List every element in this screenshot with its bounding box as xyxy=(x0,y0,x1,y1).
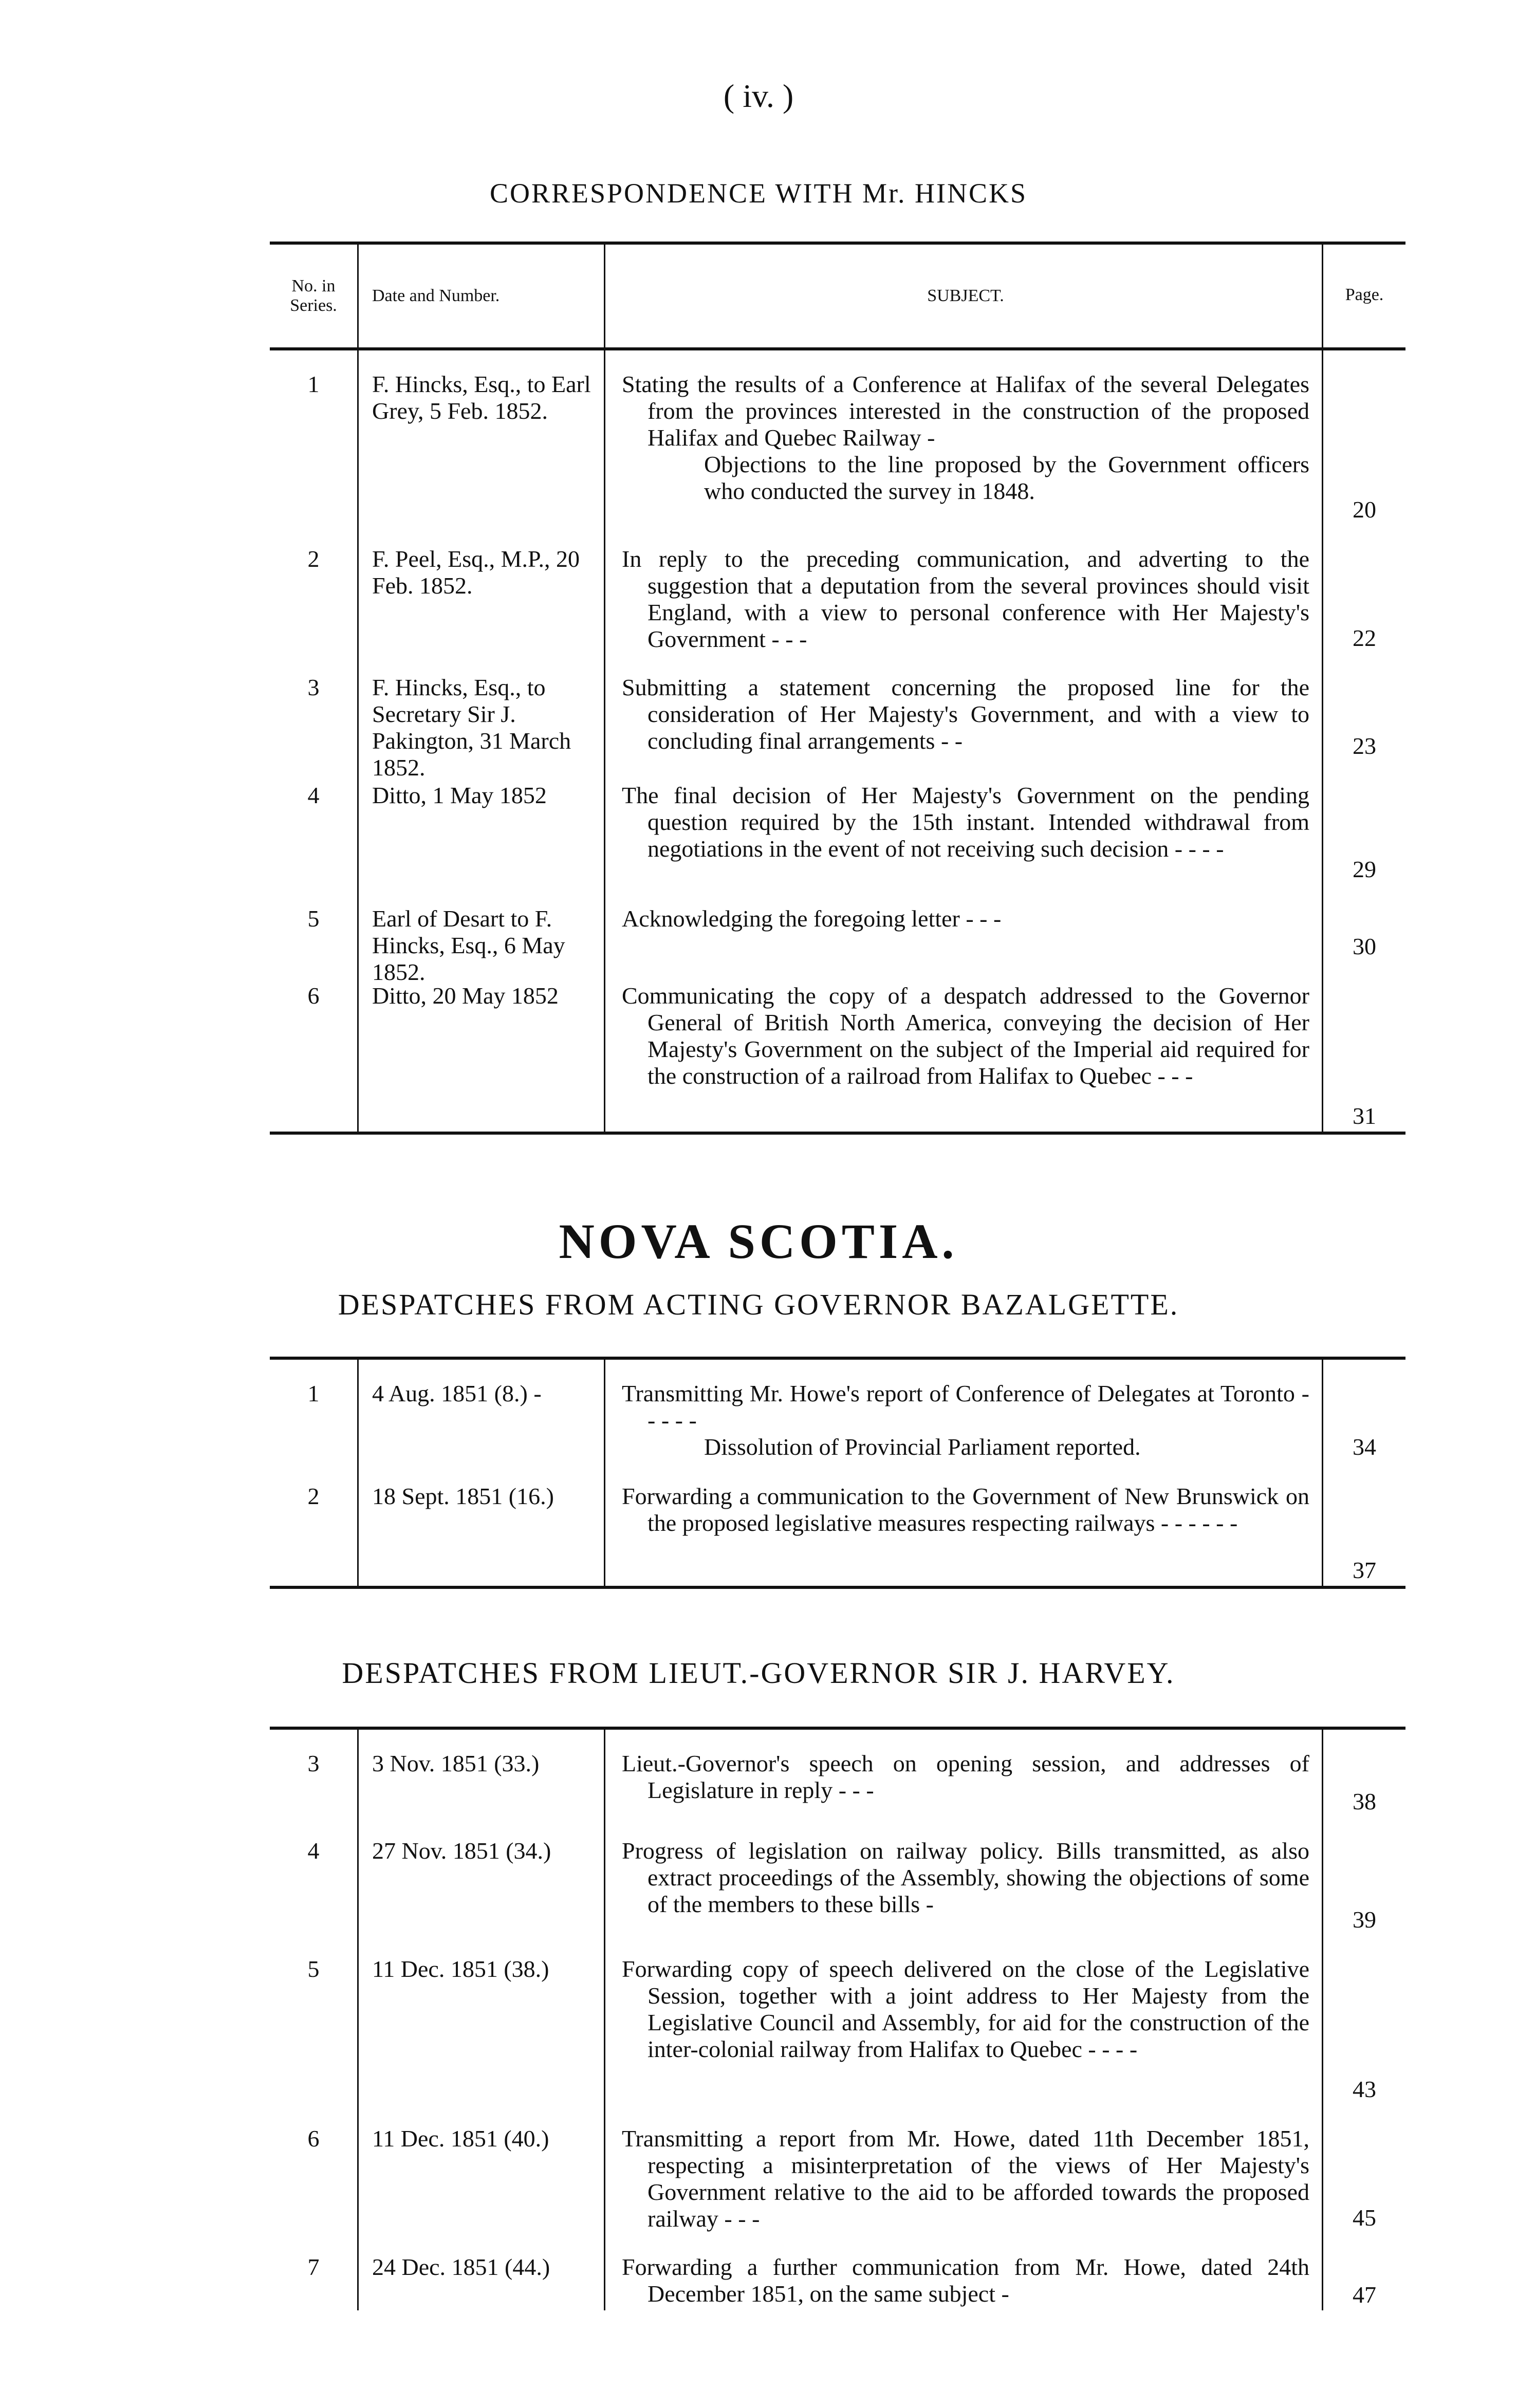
row-date: 24 Dec. 1851 (44.) xyxy=(357,2233,604,2310)
row-number: 6 xyxy=(307,983,320,1009)
row-date: 11 Dec. 1851 (38.) xyxy=(357,1935,604,2105)
table-row xyxy=(270,885,1405,985)
table-row xyxy=(270,1462,1405,1586)
row-number: 1 xyxy=(307,1380,320,1406)
table-row xyxy=(270,962,1405,1132)
row-subject xyxy=(604,525,1323,654)
row-date: F. Hincks, Esq., to Secretary Sir J. Pakington, 31 March 1852. xyxy=(357,654,604,762)
row-page: 39 xyxy=(1353,1906,1376,1933)
row-date: Ditto, 1 May 1852 xyxy=(357,762,604,885)
row-number: 4 xyxy=(307,782,320,808)
row-page: 47 xyxy=(1353,2282,1376,2308)
table-row xyxy=(270,1817,1405,1935)
row-page: 23 xyxy=(1353,733,1376,759)
row-number: 1 xyxy=(307,371,320,397)
row-subject-note: Objections to the line proposed by the Government officers who conducted the survey in 1848. xyxy=(704,451,1309,504)
row-page: 20 xyxy=(1353,496,1376,523)
row-subject-text: Forwarding a communication to the Government of New Brunswick on the proposed legislative measures respecting railways - - - - - - xyxy=(622,1483,1309,1536)
row-number: 3 xyxy=(307,1750,320,1776)
row-number: 7 xyxy=(307,2254,320,2280)
row-number: 4 xyxy=(307,1838,320,1864)
row-date: F. Hincks, Esq., to Earl Grey, 5 Feb. 1852. xyxy=(357,350,604,525)
row-subject-text: Communicating the copy of a despatch addressed to the Governor General of British North America, conveying the decision of Her Majesty's Government on the subject of the Imperial aid required for the construction of a railroad from Halifax to Quebec - - - xyxy=(622,983,1309,1089)
row-subject-text: Acknowledging the foregoing letter - - - xyxy=(622,905,1002,932)
province-title: NOVA SCOTIA. xyxy=(559,1214,958,1269)
header-page: Page. xyxy=(1345,285,1384,304)
row-date: F. Peel, Esq., M.P., 20 Feb. 1852. xyxy=(357,525,604,654)
header-no-in-series: No. in Series. xyxy=(290,276,337,315)
row-subject xyxy=(604,762,1323,885)
table-row xyxy=(270,2233,1405,2310)
row-number: 6 xyxy=(307,2125,320,2152)
row-number: 5 xyxy=(307,905,320,932)
row-subject-text: Forwarding a further communication from Mr. Howe, dated 24th December 1851, on the same subject - xyxy=(622,2254,1309,2307)
section-title-harvey: DESPATCHES FROM LIEUT.-GOVERNOR SIR J. HARVEY. xyxy=(342,1656,1175,1690)
table-row xyxy=(270,1360,1405,1462)
row-page: 31 xyxy=(1353,1103,1376,1129)
row-subject xyxy=(604,962,1323,1132)
row-date: 11 Dec. 1851 (40.) xyxy=(357,2105,604,2233)
row-subject-text: Transmitting Mr. Howe's report of Conference of Delegates at Toronto - - - - - xyxy=(622,1380,1309,1433)
row-subject-text: Progress of legislation on railway policy. Bills transmitted, as also extract proceedings of the Assembly, showing the objections of some of the members to these bills - xyxy=(622,1838,1309,1917)
row-subject-text: Submitting a statement concerning the proposed line for the consideration of Her Majesty's Government, and with a view to concluding final arrangements - - xyxy=(622,674,1309,754)
row-subject xyxy=(604,2233,1323,2310)
row-date: 18 Sept. 1851 (16.) xyxy=(357,1462,604,1586)
row-date: 27 Nov. 1851 (34.) xyxy=(357,1817,604,1935)
row-subject xyxy=(604,350,1323,525)
row-subject xyxy=(604,1817,1323,1935)
correspondence-table xyxy=(270,242,1405,1135)
row-subject-text: Lieut.-Governor's speech on opening session, and addresses of Legislature in reply - - - xyxy=(622,1750,1309,1803)
harvey-table xyxy=(270,1727,1405,2310)
row-subject-text: In reply to the preceding communication, and adverting to the suggestion that a deputation from the several provinces should visit England, with a view to personal conference with Her Majesty's Government - - - xyxy=(622,546,1309,652)
row-subject xyxy=(604,654,1323,762)
bazalgette-table xyxy=(270,1357,1405,1589)
row-date: Earl of Desart to F. Hincks, Esq., 6 May 1852. xyxy=(357,885,604,962)
row-subject xyxy=(604,1360,1323,1462)
row-date: 4 Aug. 1851 (8.) - xyxy=(357,1360,604,1462)
row-subject xyxy=(604,1730,1323,1817)
row-page: 37 xyxy=(1353,1557,1376,1583)
row-page: 43 xyxy=(1353,2076,1376,2102)
header-subject: SUBJECT. xyxy=(604,245,1323,347)
header-date-and-number: Date and Number. xyxy=(357,245,604,347)
row-page: 22 xyxy=(1353,625,1376,651)
row-subject xyxy=(604,1935,1323,2105)
section-title-bazalgette: DESPATCHES FROM ACTING GOVERNOR BAZALGETTE. xyxy=(338,1288,1179,1321)
row-subject-text: The final decision of Her Majesty's Government on the pending question required by the 15th instant. Intended withdrawal from negotiations in the event of not receiving such decision - - - - xyxy=(622,782,1309,862)
row-number: 3 xyxy=(307,674,320,700)
row-subject-text: Transmitting a report from Mr. Howe, dated 11th December 1851, respecting a misinterpretation of the views of Her Majesty's Government relative to the aid to be afforded towards the proposed railway - - - xyxy=(622,2125,1309,2232)
table-row xyxy=(270,525,1405,654)
row-date: Ditto, 20 May 1852 xyxy=(357,962,604,1132)
table-row xyxy=(270,654,1405,781)
row-subject-text: Stating the results of a Conference at Halifax of the several Delegates from the provinces interested in the construction of the proposed Halifax and Quebec Railway - xyxy=(622,371,1309,451)
row-page: 45 xyxy=(1353,2205,1376,2231)
row-subject xyxy=(604,885,1323,962)
row-page: 29 xyxy=(1353,856,1376,882)
table-row xyxy=(270,762,1405,885)
table-row xyxy=(270,1935,1405,2105)
row-number: 2 xyxy=(307,1483,320,1509)
row-subject xyxy=(604,1462,1323,1586)
row-date: 3 Nov. 1851 (33.) xyxy=(357,1730,604,1817)
section-title-correspondence: CORRESPONDENCE WITH Mr. HINCKS xyxy=(489,178,1028,209)
row-page: 38 xyxy=(1353,1788,1376,1814)
row-subject-text: Forwarding copy of speech delivered on the close of the Legislative Session, together with a joint address to Her Majesty from the Legislative Council and Assembly, for aid for the construction of the inter-colonial railway from Halifax to Quebec - - - - xyxy=(622,1956,1309,2062)
row-page: 34 xyxy=(1353,1434,1376,1460)
row-subject-note: Dissolution of Provincial Parliament reported. xyxy=(704,1434,1141,1460)
row-number: 2 xyxy=(307,546,320,572)
row-subject xyxy=(604,2105,1323,2233)
page-number: ( iv. ) xyxy=(723,78,794,114)
table-row xyxy=(270,350,1405,525)
row-number: 5 xyxy=(307,1956,320,1982)
row-page: 30 xyxy=(1353,933,1376,959)
table-row xyxy=(270,1730,1405,1817)
table-row xyxy=(270,2105,1405,2233)
table-header xyxy=(270,245,1405,350)
